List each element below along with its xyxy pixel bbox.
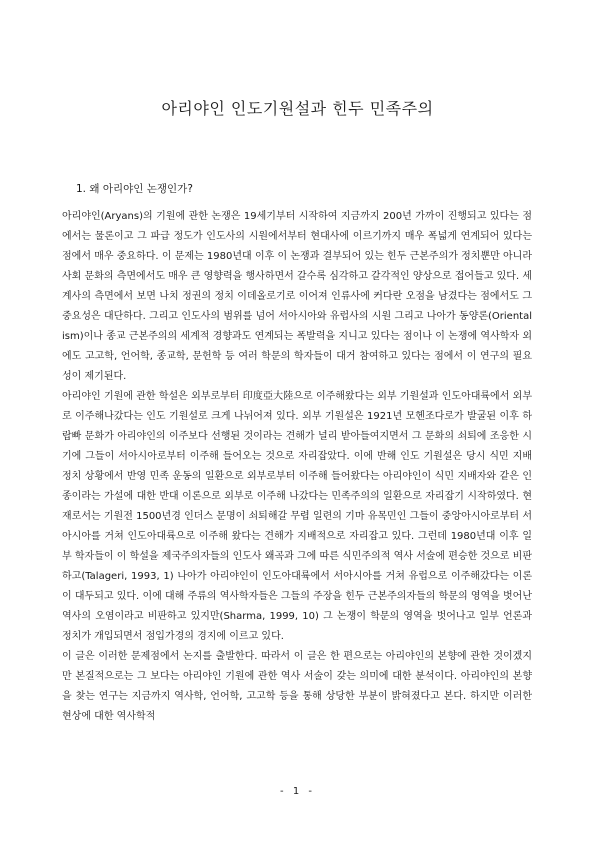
body-text	[62, 207, 532, 727]
document-title: 아리야인 인도기원설과 힌두 민족주의	[161, 99, 434, 118]
section-heading: 1. 왜 아리야인 논쟁인가?	[76, 183, 193, 195]
paragraph-1: 아리야인(Aryans)의 기원에 관한 논쟁은 19세기부터 시작하여 지금까지 200년 가까이 진행되고 있다는 점에서는 물론이고 그 파급 정도가 인도사의 시원에서부터 현대사에 이르기까지 매우 폭넓게 연계되어 있다는 점에서 매우 중요하다. 이 문제는 1980년대 이후 이 논쟁과 결부되어 있는 힌두 근본주의가 정치뿐만 아니라 사회 문화의 측면에서도 매우 큰 영향력을 행사하면서 갈수록 심각하고 갈각적인 양상으로 접어들고 있다. 세계사의 측면에서 보면 나치 정권의 정치 이데올로기로 이어져 인류사에 커다란 오점을 남겼다는 점에서도 그 중요성은 대단하다. 그리고 인도사의 범위를 넘어 서아시아와 유럽사의 시원 그리고 나아가 동양론(Orientalism)이나 종교 근본주의의 세계적 경향과도 연계되는 폭발력을 지니고 있다는 점이나 이 논쟁에 역사학자 외에도 고고학, 언어학, 종교학, 문헌학 등 여러 학문의 학자들이 대거 참여하고 있다는 점에서 이 연구의 필요성이 제기된다.	[62, 211, 532, 382]
paragraph-3: 이 글은 이러한 문제점에서 논지를 출발한다. 따라서 이 글은 한 편으로는 아리야인의 본향에 관한 것이겠지만 본질적으로는 그 보다는 아리야인 기원에 관한 역사 서술이 갖는 의미에 대한 분석이다. 아리야인의 본향을 찾는 연구는 지금까지 역사학, 언어학, 고고학 등을 통해 상당한 부분이 밝혀졌다고 본다. 하지만 이러한 현상에 대한 역사학적	[62, 651, 532, 722]
paragraph-2: 아리야인 기원에 관한 학설은 외부로부터 印度亞大陸으로 이주해왔다는 외부 기원설과 인도아대륙에서 외부로 이주해나갔다는 인도 기원설로 크게 나뉘어져 있다. 외부 기원설은 1921년 모헨조다로가 발굴된 이후 하랍빠 문화가 아리야인의 이주보다 선행된 것이라는 견해가 널리 받아들여지면서 그 문화의 쇠퇴에 조응한 시기에 그들이 서아시아로부터 이주해 들어오는 것으로 자리잡았다. 이에 반해 인도 기원설은 당시 식민 지배 정치 상황에서 반영 민족 운동의 일환으로 외부로부터 이주해 들어왔다는 아리야인이 식민 지배자와 같은 인종이라는 가설에 대한 반대 이론으로 외부로 이주해 나갔다는 민족주의의 일환으로 자리잡기 시작하였다. 현재로서는 기원전 1500년경 인더스 문명이 쇠퇴해갈 무렵 일련의 기마 유목민인 그들이 중앙아시아로부터 서아시아를 거쳐 인도아대륙으로 이주해 왔다는 견해가 지배적으로 자리잡고 있다. 그런데 1980년대 이후 일부 학자들이 이 학설을 제국주의자들의 인도사 왜곡과 그에 따른 식민주의적 역사 서술에 편승한 것으로 비판하고(Talageri, 1993, 1) 나아가 아리야인이 인도아대륙에서 서아시아를 거쳐 유럽으로 이주해갔다는 이론이 대두되고 있다. 이에 대해 주류의 역사학자들은 그들의 주장을 힌두 근본주의자들의 학문의 영역을 벗어난 역사의 오염이라고 비판하고 있지만(Sharma, 1999, 10) 그 논쟁이 학문의 영역을 벗어나고 일부 언론과 정치가 개입되면서 점입가경의 경지에 이르고 있다.	[62, 391, 532, 642]
page-number: - 1 -	[280, 786, 315, 797]
